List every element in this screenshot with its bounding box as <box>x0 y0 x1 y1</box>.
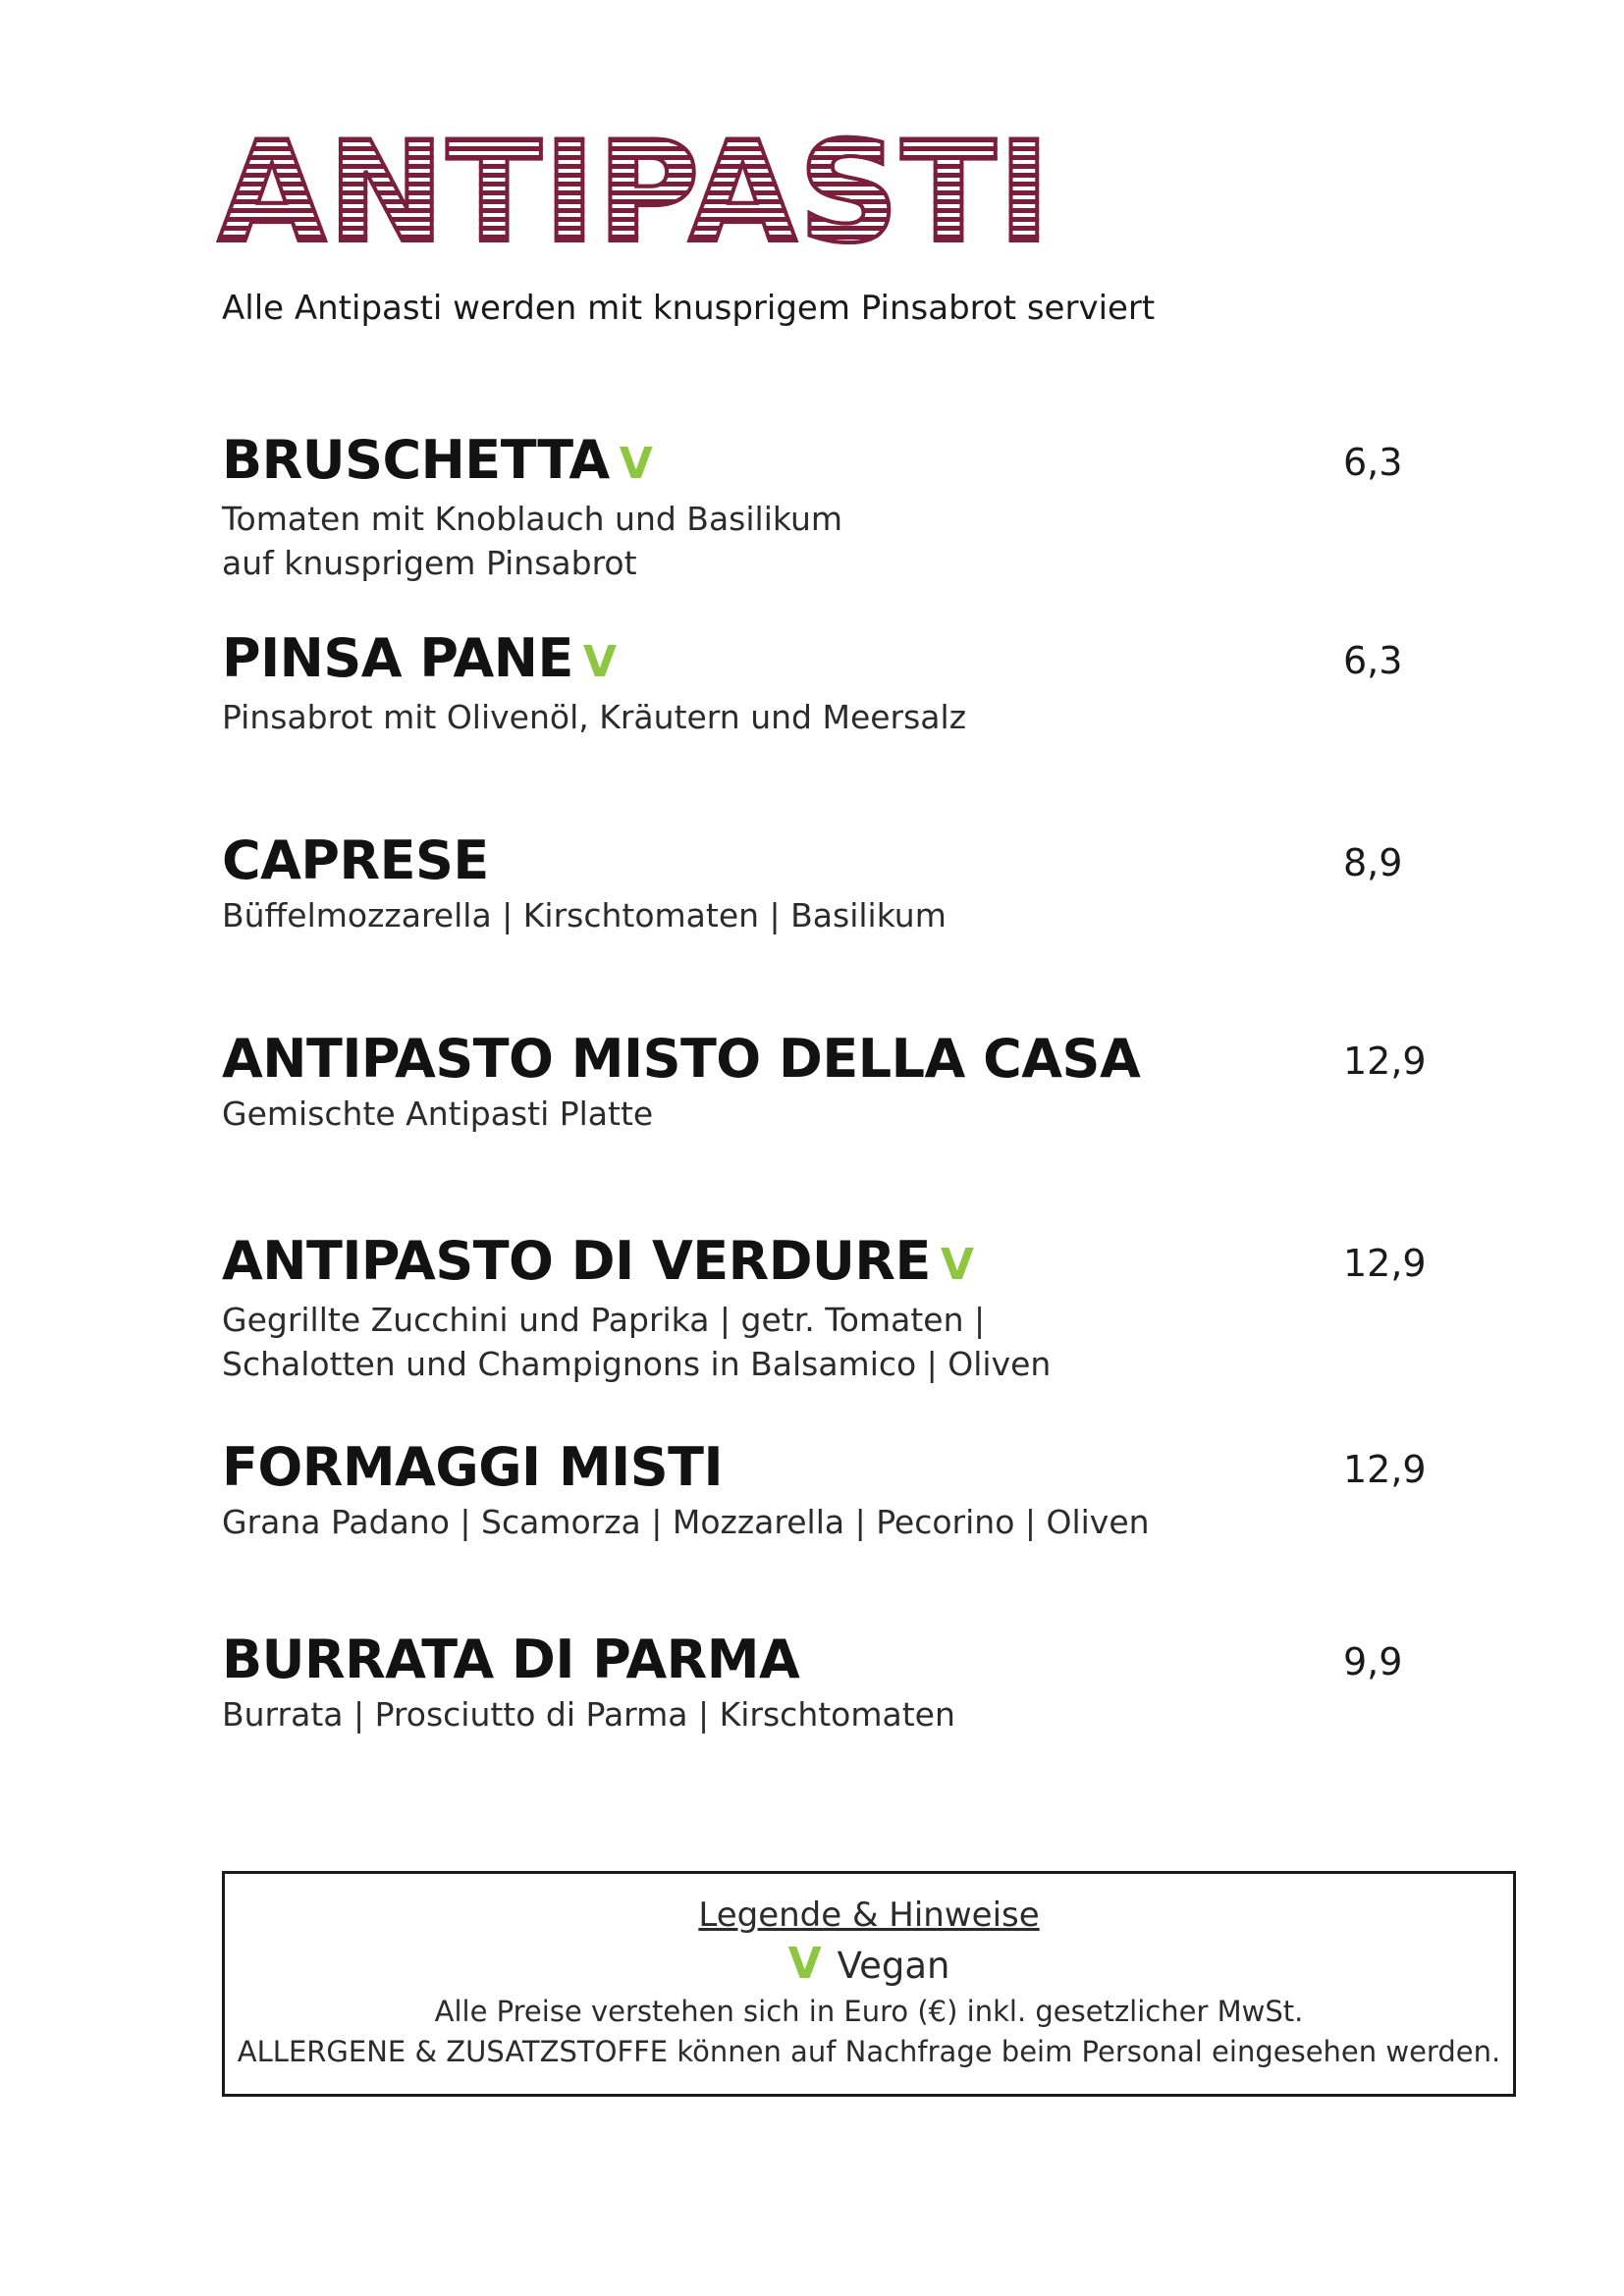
item-description-line: auf knusprigem Pinsabrot <box>222 544 637 582</box>
item-description-line: Pinsabrot mit Olivenöl, Kräutern und Meersalz <box>222 698 967 736</box>
item-name <box>222 1628 1430 1692</box>
item-name-text: CAPRESE <box>222 829 489 891</box>
item-description-line: Grana Padano | Scamorza | Mozzarella | Pecorino | Oliven <box>222 1503 1150 1541</box>
item-description-line: Gegrillte Zucchini und Paprika | getr. Tomaten | <box>222 1301 986 1339</box>
legend-vegan-label: Vegan <box>837 1945 950 1987</box>
menu-item-pinsa-pane <box>222 626 1430 739</box>
menu-item-antipasto-misto <box>222 1027 1430 1136</box>
legend-box <box>222 1871 1516 2097</box>
item-description-line: Tomaten mit Knoblauch und Basilikum <box>222 500 843 538</box>
item-price: 9,9 <box>1343 1640 1403 1683</box>
item-name-text: ANTIPASTO DI VERDURE <box>222 1230 931 1292</box>
item-name <box>222 1229 1430 1298</box>
item-name <box>222 428 1430 497</box>
legend-vegan-row <box>225 1939 1513 1992</box>
menu-item-formaggi-misti <box>222 1435 1430 1544</box>
item-name <box>222 1435 1430 1500</box>
vegan-icon: V <box>582 637 617 687</box>
page-title: ANTIPASTI <box>218 112 1053 274</box>
item-name <box>222 828 1430 893</box>
item-description-line: Schalotten und Champignons in Balsamico | Oliven <box>222 1345 1052 1383</box>
item-price: 6,3 <box>1343 639 1403 682</box>
item-description-line: Büffelmozzarella | Kirschtomaten | Basilikum <box>222 896 947 934</box>
item-description-line: Gemischte Antipasti Platte <box>222 1095 654 1133</box>
item-name-text: BURRATA DI PARMA <box>222 1629 800 1690</box>
vegan-icon: V <box>787 1939 822 1989</box>
item-price: 8,9 <box>1343 841 1403 884</box>
item-name-text: BRUSCHETTA <box>222 429 610 491</box>
legend-note-prices: Alle Preise verstehen sich in Euro (€) inkl. gesetzlicher MwSt. <box>434 1995 1304 2028</box>
item-description-line: Burrata | Prosciutto di Parma | Kirschtomaten <box>222 1695 955 1734</box>
menu-item-caprese <box>222 828 1430 937</box>
menu-item-burrata-di-parma <box>222 1628 1430 1736</box>
item-price: 12,9 <box>1343 1242 1427 1285</box>
vegan-icon: V <box>619 439 653 489</box>
item-price: 6,3 <box>1343 441 1403 484</box>
item-name <box>222 626 1430 695</box>
legend-note-allergens: ALLERGENE & ZUSATZSTOFFE können auf Nachfrage beim Personal eingesehen werden. <box>237 2035 1501 2068</box>
menu-item-antipasto-verdure <box>222 1229 1430 1386</box>
item-name-text: FORMAGGI MISTI <box>222 1436 724 1498</box>
vegan-icon: V <box>940 1240 974 1290</box>
item-price: 12,9 <box>1343 1448 1427 1491</box>
page-subtitle: Alle Antipasti werden mit knusprigem Pinsabrot serviert <box>222 289 1156 328</box>
item-price: 12,9 <box>1343 1040 1427 1083</box>
menu-item-bruschetta <box>222 428 1430 585</box>
item-name <box>222 1027 1430 1092</box>
item-name-text: ANTIPASTO MISTO DELLA CASA <box>222 1028 1141 1090</box>
item-name-text: PINSA PANE <box>222 627 573 689</box>
legend-title: Legende & Hinweise <box>698 1896 1040 1935</box>
